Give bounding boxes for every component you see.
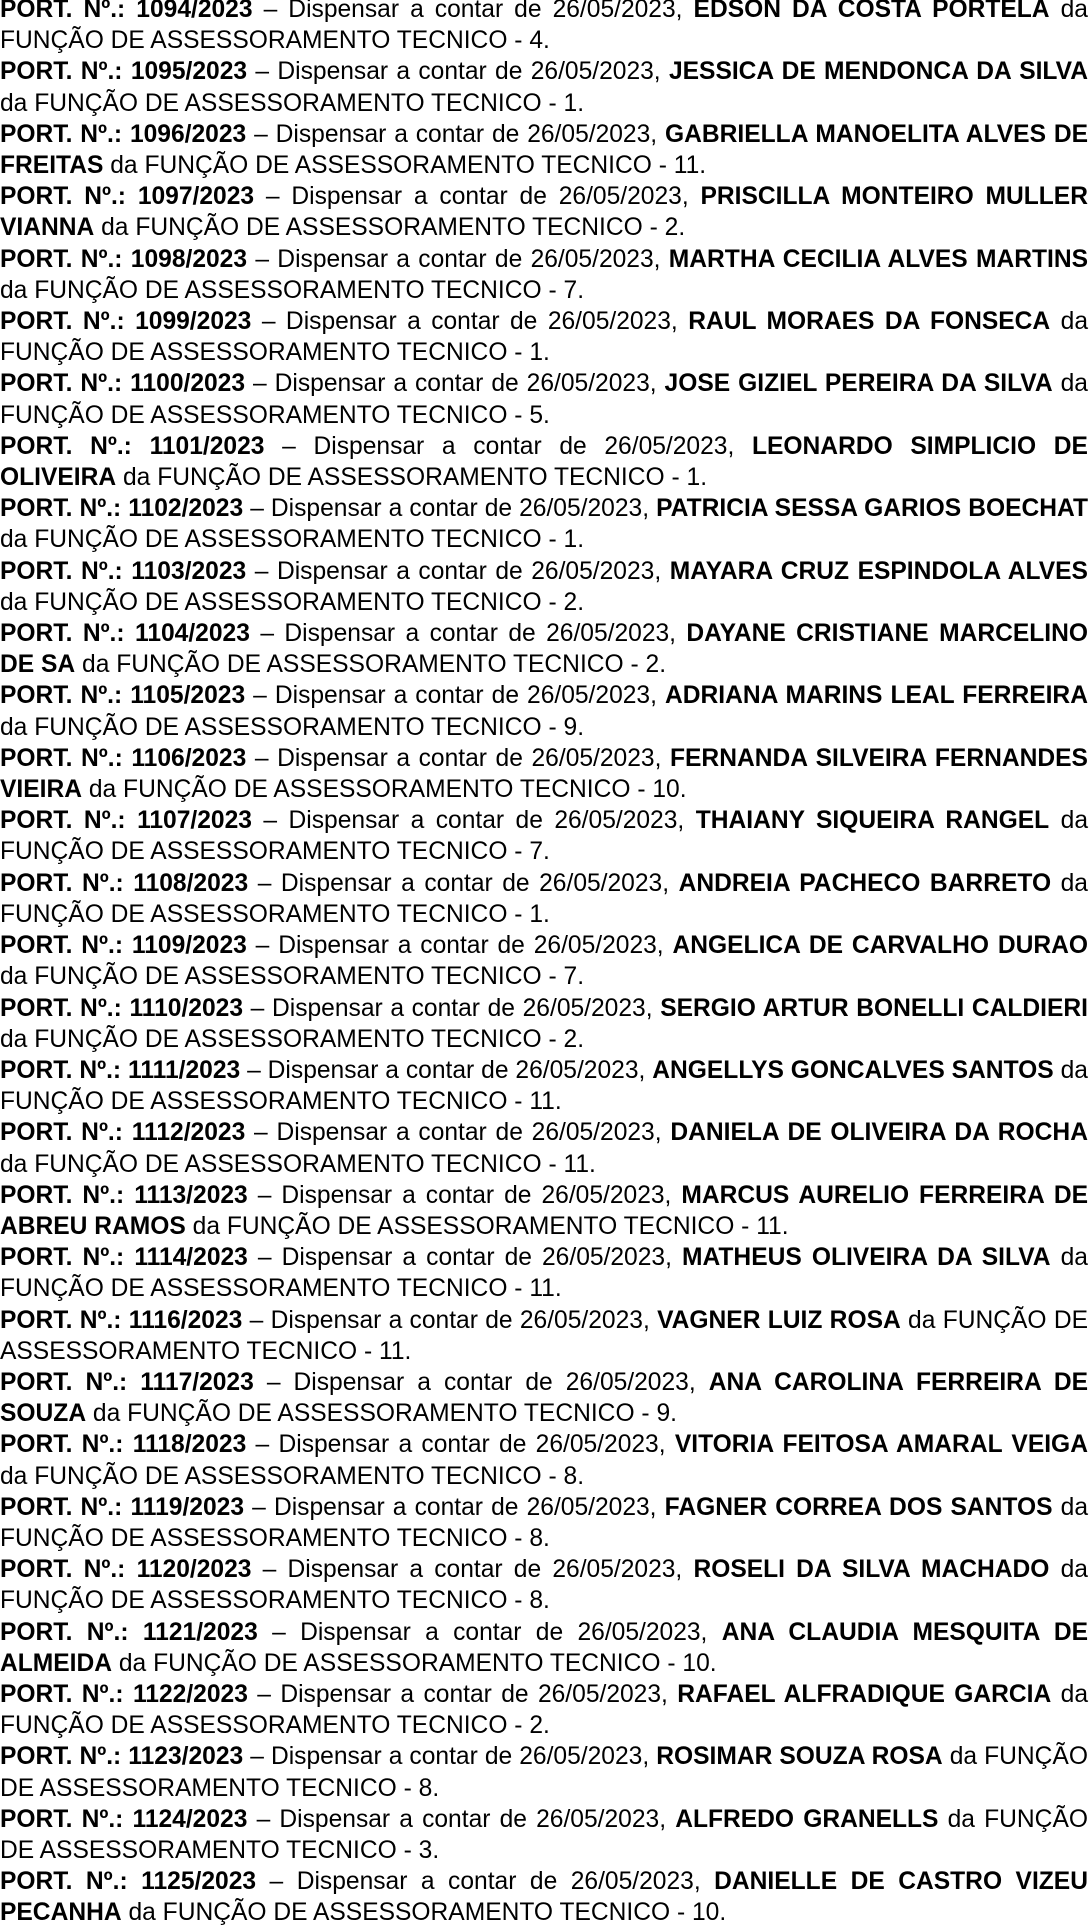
person-name: RAUL MORAES DA FONSECA bbox=[688, 308, 1051, 336]
action-text: – Dispensar a contar de bbox=[247, 1056, 509, 1084]
portaria-entry bbox=[0, 0, 1088, 56]
action-text: – Dispensar a contar de bbox=[257, 1181, 532, 1209]
person-name: PRISCILLA MONTEIRO MULLER VIANNA bbox=[0, 183, 1088, 242]
port-number: 1106/2023 bbox=[131, 744, 247, 772]
da-text: da bbox=[0, 1462, 28, 1490]
function-level: 3. bbox=[418, 1836, 440, 1864]
function-level: 7. bbox=[563, 276, 585, 304]
effective-date: 26/05/2023, bbox=[522, 994, 653, 1022]
function-text: FUNÇÃO DE ASSESSORAMENTO TECNICO - bbox=[0, 1275, 523, 1303]
effective-date: 26/05/2023, bbox=[541, 1181, 672, 1209]
function-level: 7. bbox=[529, 838, 550, 866]
action-text: – Dispensar a contar de bbox=[282, 432, 587, 460]
effective-date: 26/05/2023, bbox=[554, 807, 685, 835]
function-text: FUNÇÃO DE ASSESSORAMENTO TECNICO - bbox=[157, 464, 680, 492]
function-level: 8. bbox=[418, 1774, 440, 1802]
port-number: 1099/2023 bbox=[135, 308, 252, 336]
function-level: 11. bbox=[379, 1337, 412, 1365]
action-text: – Dispensar a contar de bbox=[269, 1868, 558, 1896]
function-level: 1. bbox=[529, 900, 550, 928]
da-text: da bbox=[101, 214, 129, 242]
portaria-entry bbox=[0, 1492, 1088, 1554]
port-number: 1094/2023 bbox=[136, 0, 253, 23]
person-name: VITORIA FEITOSA AMARAL VEIGA bbox=[674, 1431, 1088, 1459]
da-text: da bbox=[0, 713, 28, 741]
port-number: 1123/2023 bbox=[128, 1743, 244, 1771]
function-level: 11. bbox=[529, 1275, 562, 1303]
function-level: 1. bbox=[563, 89, 585, 117]
function-level: 11. bbox=[673, 152, 707, 180]
port-label: PORT. Nº.: bbox=[0, 557, 123, 585]
person-name: ANA CAROLINA FERREIRA DE SOUZA bbox=[0, 1368, 1088, 1428]
function-text: FUNÇÃO DE ASSESSORAMENTO TECNICO - bbox=[0, 1712, 523, 1740]
action-text: – Dispensar a contar de bbox=[262, 1556, 542, 1584]
person-name: ANA CLAUDIA MESQUITA DE ALMEIDA bbox=[0, 1618, 1089, 1677]
portaria-entry bbox=[0, 1679, 1088, 1741]
effective-date: 26/05/2023, bbox=[537, 1680, 668, 1708]
function-level: 1. bbox=[686, 464, 708, 492]
portaria-entry bbox=[0, 868, 1088, 930]
effective-date: 26/05/2023, bbox=[546, 620, 677, 648]
portaria-entry bbox=[0, 1741, 1088, 1803]
function-level: 4. bbox=[529, 27, 550, 55]
effective-date: 26/05/2023, bbox=[519, 1743, 650, 1771]
effective-date: 26/05/2023, bbox=[515, 1056, 646, 1084]
da-text: da bbox=[1060, 0, 1088, 23]
portaria-entry bbox=[0, 244, 1088, 306]
port-label: PORT. Nº.: bbox=[0, 1244, 125, 1272]
da-text: da bbox=[1060, 1056, 1088, 1084]
effective-date: 26/05/2023, bbox=[547, 308, 678, 336]
port-number: 1105/2023 bbox=[130, 682, 246, 710]
port-number: 1098/2023 bbox=[130, 245, 248, 273]
da-text: da bbox=[1060, 1680, 1089, 1708]
function-level: 2. bbox=[563, 588, 585, 616]
da-text: da bbox=[1060, 308, 1088, 336]
portaria-entry bbox=[0, 1866, 1088, 1928]
function-level: 1. bbox=[563, 526, 585, 554]
effective-date: 26/05/2023, bbox=[570, 1868, 701, 1896]
port-label: PORT. Nº.: bbox=[0, 682, 123, 710]
action-text: – Dispensar a contar de bbox=[263, 0, 542, 23]
person-name: THAIANY SIQUEIRA RANGEL bbox=[695, 807, 1050, 835]
effective-date: 26/05/2023, bbox=[527, 682, 657, 710]
portaria-entry bbox=[0, 1180, 1088, 1242]
action-text: – Dispensar a contar de bbox=[253, 682, 519, 710]
portaria-entry bbox=[0, 306, 1088, 368]
effective-date: 26/05/2023, bbox=[558, 183, 689, 211]
function-text: FUNÇÃO DE ASSESSORAMENTO TECNICO - bbox=[0, 1088, 523, 1116]
action-text: – Dispensar a contar de bbox=[261, 308, 538, 336]
person-name: DANIELLE DE CASTRO VIZEU PECANHA bbox=[0, 1868, 1088, 1927]
port-number: 1100/2023 bbox=[130, 370, 246, 398]
action-text: – Dispensar a contar de bbox=[254, 1119, 523, 1147]
effective-date: 26/05/2023, bbox=[519, 495, 650, 523]
port-number: 1124/2023 bbox=[132, 1805, 248, 1833]
function-text: FUNÇÃO DE ASSESSORAMENTO TECNICO - bbox=[153, 1649, 676, 1677]
function-text: FUNÇÃO DE ASSESSORAMENTO TECNICO - bbox=[34, 1025, 557, 1053]
effective-date: 26/05/2023, bbox=[531, 744, 662, 772]
function-level: 8. bbox=[529, 1587, 550, 1615]
port-label: PORT. Nº.: bbox=[0, 1368, 128, 1396]
portaria-entry bbox=[0, 1055, 1088, 1117]
portaria-entry bbox=[0, 1617, 1088, 1679]
portaria-entry bbox=[0, 805, 1088, 867]
port-number: 1119/2023 bbox=[130, 1493, 245, 1521]
portaria-entry bbox=[0, 431, 1088, 493]
action-text: – Dispensar a contar de bbox=[249, 1306, 513, 1334]
action-text: – Dispensar a contar de bbox=[263, 807, 543, 835]
port-label: PORT. Nº.: bbox=[0, 1805, 124, 1833]
function-level: 9. bbox=[656, 1400, 677, 1428]
person-name: LEONARDO SIMPLICIO DE OLIVEIRA bbox=[0, 432, 1088, 492]
function-text: FUNÇÃO DE ASSESSORAMENTO TECNICO - bbox=[144, 152, 667, 180]
da-text: da bbox=[0, 89, 28, 117]
person-name: ROSIMAR SOUZA ROSA bbox=[656, 1743, 943, 1771]
da-text: da bbox=[110, 152, 138, 180]
effective-date: 26/05/2023, bbox=[604, 432, 735, 460]
effective-date: 26/05/2023, bbox=[530, 58, 661, 86]
port-label: PORT. Nº.: bbox=[0, 495, 122, 523]
action-text: – Dispensar a contar de bbox=[252, 1493, 519, 1521]
port-number: 1112/2023 bbox=[131, 1119, 246, 1147]
port-number: 1095/2023 bbox=[130, 58, 248, 86]
person-name: JOSE GIZIEL PEREIRA DA SILVA bbox=[664, 370, 1053, 398]
function-text: FUNÇÃO DE ASSESSORAMENTO TECNICO - bbox=[226, 1212, 750, 1240]
action-text: – Dispensar a contar de bbox=[254, 120, 520, 148]
da-text: da bbox=[118, 1649, 147, 1677]
portaria-entry bbox=[0, 556, 1088, 618]
person-name: PATRICIA SESSA GARIOS BOECHAT bbox=[656, 495, 1088, 523]
portaria-entry bbox=[0, 1554, 1088, 1616]
portaria-entry bbox=[0, 1117, 1088, 1179]
function-text: FUNÇÃO DE ASSESSORAMENTO TECNICO - bbox=[0, 1524, 523, 1552]
da-text: da bbox=[1060, 370, 1088, 398]
da-text: da bbox=[0, 588, 28, 616]
port-number: 1116/2023 bbox=[128, 1306, 243, 1334]
portaria-entry bbox=[0, 1429, 1088, 1491]
action-text: – Dispensar a contar de bbox=[255, 1431, 527, 1459]
port-label: PORT. Nº.: bbox=[0, 932, 124, 960]
port-label: PORT. Nº.: bbox=[0, 1868, 128, 1896]
da-text: da bbox=[92, 1400, 121, 1428]
action-text: – Dispensar a contar de bbox=[255, 245, 523, 273]
portaria-entry bbox=[0, 618, 1088, 680]
port-label: PORT. Nº.: bbox=[0, 1618, 129, 1646]
person-name: MARCUS AURELIO FERREIRA DE ABREU RAMOS bbox=[0, 1181, 1089, 1240]
function-level: 10. bbox=[692, 1899, 727, 1927]
function-text: FUNÇÃO DE ASSESSORAMENTO TECNICO - bbox=[34, 713, 557, 741]
function-text: FUNÇÃO DE ASSESSORAMENTO TECNICO - bbox=[0, 1743, 1088, 1802]
person-name: MARTHA CECILIA ALVES MARTINS bbox=[668, 245, 1089, 273]
port-label: PORT. Nº.: bbox=[0, 1556, 126, 1584]
portaria-entry bbox=[0, 1367, 1088, 1429]
function-text: FUNÇÃO DE ASSESSORAMENTO TECNICO - bbox=[0, 838, 523, 866]
port-number: 1111/2023 bbox=[128, 1056, 241, 1084]
port-number: 1108/2023 bbox=[133, 869, 249, 897]
port-label: PORT. Nº.: bbox=[0, 120, 123, 148]
function-text: FUNÇÃO DE ASSESSORAMENTO TECNICO - bbox=[34, 588, 557, 616]
portaria-entry bbox=[0, 1305, 1088, 1367]
da-text: da bbox=[947, 1805, 975, 1833]
da-text: da bbox=[128, 1899, 156, 1927]
action-text: – Dispensar a contar de bbox=[253, 370, 519, 398]
action-text: – Dispensar a contar de bbox=[250, 1743, 513, 1771]
action-text: – Dispensar a contar de bbox=[265, 183, 547, 211]
port-number: 1125/2023 bbox=[141, 1868, 257, 1896]
effective-date: 26/05/2023, bbox=[531, 1119, 662, 1147]
action-text: – Dispensar a contar de bbox=[254, 744, 523, 772]
port-number: 1110/2023 bbox=[129, 994, 244, 1022]
port-number: 1097/2023 bbox=[137, 183, 255, 211]
portaria-entry bbox=[0, 993, 1088, 1055]
effective-date: 26/05/2023, bbox=[519, 1306, 650, 1334]
action-text: – Dispensar a contar de bbox=[256, 1805, 527, 1833]
person-name: ROSELI DA SILVA MACHADO bbox=[693, 1556, 1050, 1584]
effective-date: 26/05/2023, bbox=[526, 370, 657, 398]
portaria-entry bbox=[0, 1804, 1088, 1866]
port-number: 1120/2023 bbox=[136, 1556, 252, 1584]
function-text: FUNÇÃO DE ASSESSORAMENTO TECNICO - bbox=[135, 214, 658, 242]
action-text: – Dispensar a contar de bbox=[257, 1244, 532, 1272]
da-text: da bbox=[1060, 1493, 1089, 1521]
portaria-entry bbox=[0, 368, 1088, 430]
function-text: FUNÇÃO DE ASSESSORAMENTO TECNICO - bbox=[0, 339, 523, 367]
da-text: da bbox=[123, 464, 151, 492]
port-label: PORT. Nº.: bbox=[0, 183, 126, 211]
action-text: – Dispensar a contar de bbox=[255, 932, 525, 960]
effective-date: 26/05/2023, bbox=[539, 869, 670, 897]
function-level: 11. bbox=[563, 1150, 596, 1178]
person-name: SERGIO ARTUR BONELLI CALDIERI bbox=[660, 994, 1088, 1022]
port-label: PORT. Nº.: bbox=[0, 1119, 123, 1147]
function-text: FUNÇÃO DE ASSESSORAMENTO TECNICO - bbox=[34, 1150, 557, 1178]
function-text: FUNÇÃO DE ASSESSORAMENTO TECNICO - bbox=[127, 1400, 650, 1428]
action-text: – Dispensar a contar de bbox=[250, 495, 513, 523]
portaria-entry bbox=[0, 56, 1088, 118]
action-text: – Dispensar a contar de bbox=[255, 58, 523, 86]
da-text: da bbox=[88, 776, 117, 804]
da-text: da bbox=[82, 651, 110, 679]
port-label: PORT. Nº.: bbox=[0, 1056, 122, 1084]
person-name: FERNANDA SILVEIRA FERNANDES VIEIRA bbox=[0, 744, 1088, 804]
portaria-entry bbox=[0, 680, 1088, 742]
person-name: ANGELLYS GONCALVES SANTOS bbox=[652, 1056, 1054, 1084]
function-level: 11. bbox=[756, 1212, 789, 1240]
port-number: 1117/2023 bbox=[140, 1368, 254, 1396]
function-level: 2. bbox=[664, 214, 686, 242]
port-label: PORT. Nº.: bbox=[0, 869, 124, 897]
effective-date: 26/05/2023, bbox=[577, 1618, 708, 1646]
function-level: 2. bbox=[529, 1712, 550, 1740]
function-level: 2. bbox=[563, 1025, 585, 1053]
portaria-entry bbox=[0, 181, 1088, 243]
port-label: PORT. Nº.: bbox=[0, 58, 123, 86]
function-text: FUNÇÃO DE ASSESSORAMENTO TECNICO - bbox=[34, 526, 557, 554]
port-number: 1101/2023 bbox=[149, 432, 265, 460]
port-label: PORT. Nº.: bbox=[0, 1493, 123, 1521]
port-label: PORT. Nº.: bbox=[0, 744, 123, 772]
function-text: FUNÇÃO DE ASSESSORAMENTO TECNICO - bbox=[34, 89, 557, 117]
da-text: da bbox=[0, 276, 28, 304]
effective-date: 26/05/2023, bbox=[565, 1368, 696, 1396]
function-text: FUNÇÃO DE ASSESSORAMENTO TECNICO - bbox=[34, 1462, 557, 1490]
function-level: 9. bbox=[563, 713, 585, 741]
function-text: FUNÇÃO DE ASSESSORAMENTO TECNICO - bbox=[0, 1306, 1088, 1365]
person-name: EDSON DA COSTA PORTELA bbox=[693, 0, 1050, 23]
port-number: 1113/2023 bbox=[134, 1181, 248, 1209]
effective-date: 26/05/2023, bbox=[533, 932, 664, 960]
port-number: 1096/2023 bbox=[129, 120, 247, 148]
action-text: – Dispensar a contar de bbox=[250, 994, 515, 1022]
person-name: FAGNER CORREA DOS SANTOS bbox=[664, 1493, 1053, 1521]
da-text: da bbox=[0, 963, 28, 991]
effective-date: 26/05/2023, bbox=[527, 120, 658, 148]
person-name: ALFREDO GRANELLS bbox=[675, 1805, 939, 1833]
function-text: FUNÇÃO DE ASSESSORAMENTO TECNICO - bbox=[116, 651, 639, 679]
port-label: PORT. Nº.: bbox=[0, 620, 125, 648]
function-text: FUNÇÃO DE ASSESSORAMENTO TECNICO - bbox=[0, 900, 523, 928]
function-text: FUNÇÃO DE ASSESSORAMENTO TECNICO - bbox=[0, 27, 523, 55]
portaria-entry bbox=[0, 1242, 1088, 1304]
function-text: FUNÇÃO DE ASSESSORAMENTO TECNICO - bbox=[0, 1587, 523, 1615]
portaria-entry bbox=[0, 493, 1088, 555]
effective-date: 26/05/2023, bbox=[530, 245, 661, 273]
function-level: 10. bbox=[652, 776, 687, 804]
action-text: – Dispensar a contar de bbox=[260, 620, 536, 648]
port-label: PORT. Nº.: bbox=[0, 370, 123, 398]
function-level: 7. bbox=[563, 963, 585, 991]
da-text: da bbox=[908, 1306, 936, 1334]
person-name: GABRIELLA MANOELITA ALVES DE FREITAS bbox=[0, 120, 1088, 180]
person-name: VAGNER LUIZ ROSA bbox=[657, 1306, 901, 1334]
port-label: PORT. Nº.: bbox=[0, 432, 132, 460]
person-name: DANIELA DE OLIVEIRA DA ROCHA bbox=[670, 1119, 1088, 1147]
port-label: PORT. Nº.: bbox=[0, 1431, 124, 1459]
action-text: – Dispensar a contar de bbox=[266, 1368, 553, 1396]
function-text: FUNÇÃO DE ASSESSORAMENTO TECNICO - bbox=[34, 963, 557, 991]
port-number: 1114/2023 bbox=[134, 1244, 248, 1272]
effective-date: 26/05/2023, bbox=[536, 1805, 667, 1833]
da-text: da bbox=[1060, 1556, 1088, 1584]
portaria-entry bbox=[0, 930, 1088, 992]
function-text: FUNÇÃO DE ASSESSORAMENTO TECNICO - bbox=[123, 776, 646, 804]
function-level: 2. bbox=[645, 651, 667, 679]
effective-date: 26/05/2023, bbox=[552, 0, 683, 23]
port-label: PORT. Nº.: bbox=[0, 994, 122, 1022]
effective-date: 26/05/2023, bbox=[526, 1493, 657, 1521]
effective-date: 26/05/2023, bbox=[552, 1556, 683, 1584]
action-text: – Dispensar a contar de bbox=[257, 1680, 529, 1708]
portaria-entry bbox=[0, 119, 1088, 181]
person-name: ANGELICA DE CARVALHO DURAO bbox=[672, 932, 1088, 960]
function-text: FUNÇÃO DE ASSESSORAMENTO TECNICO - bbox=[0, 1805, 1088, 1864]
da-text: da bbox=[192, 1212, 221, 1240]
da-text: da bbox=[949, 1743, 978, 1771]
port-number: 1109/2023 bbox=[131, 932, 247, 960]
effective-date: 26/05/2023, bbox=[542, 1244, 672, 1272]
person-name: RAFAEL ALFRADIQUE GARCIA bbox=[677, 1680, 1052, 1708]
port-number: 1122/2023 bbox=[132, 1680, 248, 1708]
person-name: MATHEUS OLIVEIRA DA SILVA bbox=[681, 1244, 1051, 1272]
port-label: PORT. Nº.: bbox=[0, 0, 126, 23]
action-text: – Dispensar a contar de bbox=[254, 557, 523, 585]
person-name: ADRIANA MARINS LEAL FERREIRA bbox=[664, 682, 1088, 710]
effective-date: 26/05/2023, bbox=[531, 557, 662, 585]
da-text: da bbox=[0, 1025, 28, 1053]
port-label: PORT. Nº.: bbox=[0, 1743, 122, 1771]
da-text: da bbox=[1060, 1244, 1088, 1272]
port-number: 1121/2023 bbox=[142, 1618, 258, 1646]
function-level: 1. bbox=[529, 339, 550, 367]
function-level: 5. bbox=[529, 401, 550, 429]
person-name: MAYARA CRUZ ESPINDOLA ALVES bbox=[669, 557, 1088, 585]
function-level: 11. bbox=[529, 1088, 562, 1116]
port-number: 1107/2023 bbox=[137, 807, 252, 835]
da-text: da bbox=[0, 526, 28, 554]
da-text: da bbox=[0, 1150, 28, 1178]
port-number: 1104/2023 bbox=[135, 620, 250, 648]
port-label: PORT. Nº.: bbox=[0, 1306, 122, 1334]
person-name: ANDREIA PACHECO BARRETO bbox=[678, 869, 1052, 897]
action-text: – Dispensar a contar de bbox=[272, 1618, 564, 1646]
port-label: PORT. Nº.: bbox=[0, 807, 126, 835]
action-text: – Dispensar a contar de bbox=[257, 869, 530, 897]
function-text: FUNÇÃO DE ASSESSORAMENTO TECNICO - bbox=[34, 276, 557, 304]
person-name: JESSICA DE MENDONCA DA SILVA bbox=[668, 58, 1088, 86]
person-name: DAYANE CRISTIANE MARCELINO DE SA bbox=[0, 620, 1089, 679]
portaria-entry bbox=[0, 743, 1088, 805]
function-text: FUNÇÃO DE ASSESSORAMENTO TECNICO - bbox=[162, 1899, 686, 1927]
da-text: da bbox=[1060, 869, 1088, 897]
function-level: 10. bbox=[682, 1649, 717, 1677]
port-label: PORT. Nº.: bbox=[0, 245, 123, 273]
port-label: PORT. Nº.: bbox=[0, 308, 125, 336]
port-number: 1118/2023 bbox=[132, 1431, 247, 1459]
effective-date: 26/05/2023, bbox=[535, 1431, 666, 1459]
port-number: 1102/2023 bbox=[128, 495, 244, 523]
function-level: 8. bbox=[563, 1462, 585, 1490]
da-text: da bbox=[1060, 807, 1089, 835]
port-label: PORT. Nº.: bbox=[0, 1680, 124, 1708]
port-label: PORT. Nº.: bbox=[0, 1181, 125, 1209]
port-number: 1103/2023 bbox=[131, 557, 247, 585]
function-level: 8. bbox=[529, 1524, 550, 1552]
function-text: FUNÇÃO DE ASSESSORAMENTO TECNICO - bbox=[0, 401, 523, 429]
